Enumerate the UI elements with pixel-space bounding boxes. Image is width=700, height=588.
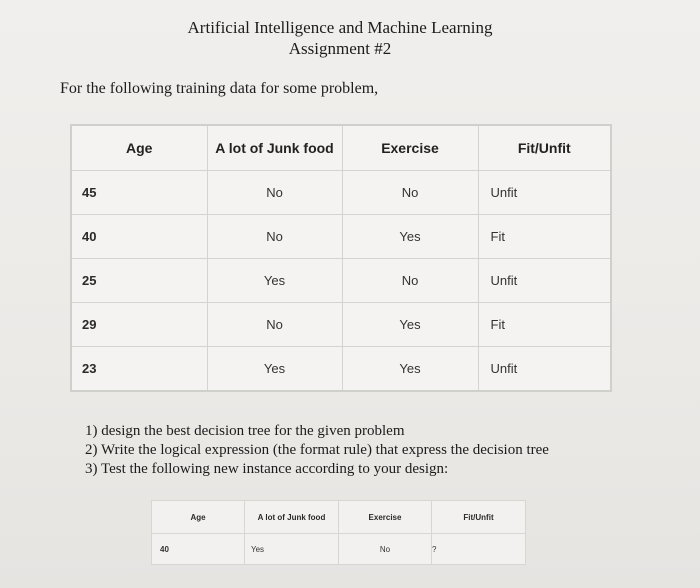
header-junk-food: A lot of Junk food xyxy=(207,125,342,171)
question-item: 3) Test the following new instance according to your design: xyxy=(85,461,449,477)
test-header-row xyxy=(152,501,526,534)
fit-unfit-cell: Unfit xyxy=(478,259,611,303)
fit-unfit-cell: Unfit xyxy=(478,347,611,392)
age-cell: 40 xyxy=(71,215,207,259)
fit-unfit-cell: Unfit xyxy=(478,171,611,215)
header-age: Age xyxy=(71,125,207,171)
assignment-title: Artificial Intelligence and Machine Learning xyxy=(187,18,493,37)
junk-food-cell: Yes xyxy=(207,347,342,392)
fit-unfit-cell: Fit xyxy=(478,215,611,259)
question-list xyxy=(85,422,549,479)
table-header-row xyxy=(71,125,611,171)
training-data-table xyxy=(70,124,612,392)
question-item: 1) design the best decision tree for the given problem xyxy=(85,423,405,439)
header-exercise: Exercise xyxy=(342,125,478,171)
junk-food-cell: No xyxy=(207,303,342,347)
exercise-cell: No xyxy=(342,259,478,303)
fit-unfit-cell: Fit xyxy=(478,303,611,347)
question-item: 2) Write the logical expression (the format rule) that express the decision tree xyxy=(85,442,549,458)
intro-text: For the following training data for some problem, xyxy=(60,80,379,97)
test-header-junk-food: A lot of Junk food xyxy=(245,501,339,534)
table-row xyxy=(71,347,611,392)
junk-food-cell: Yes xyxy=(207,259,342,303)
junk-food-cell: No xyxy=(207,215,342,259)
test-header-fit-unfit: Fit/Unfit xyxy=(432,501,526,534)
table-row xyxy=(71,303,611,347)
table-row xyxy=(71,259,611,303)
table-row xyxy=(71,215,611,259)
header-fit-unfit: Fit/Unfit xyxy=(478,125,611,171)
test-fit-unfit-cell: ? xyxy=(432,534,526,565)
junk-food-cell: No xyxy=(207,171,342,215)
test-header-exercise: Exercise xyxy=(339,501,432,534)
test-row xyxy=(152,534,526,565)
age-cell: 25 xyxy=(71,259,207,303)
assignment-number: Assignment #2 xyxy=(288,39,392,58)
table-row xyxy=(71,171,611,215)
exercise-cell: Yes xyxy=(342,303,478,347)
age-cell: 29 xyxy=(71,303,207,347)
exercise-cell: Yes xyxy=(342,347,478,392)
test-junk-food-cell: Yes xyxy=(245,534,339,565)
age-cell: 23 xyxy=(71,347,207,392)
exercise-cell: No xyxy=(342,171,478,215)
test-age-cell: 40 xyxy=(152,534,245,565)
exercise-cell: Yes xyxy=(342,215,478,259)
test-header-age: Age xyxy=(152,501,245,534)
age-cell: 45 xyxy=(71,171,207,215)
test-instance-table xyxy=(151,500,526,565)
test-exercise-cell: No xyxy=(339,534,432,565)
